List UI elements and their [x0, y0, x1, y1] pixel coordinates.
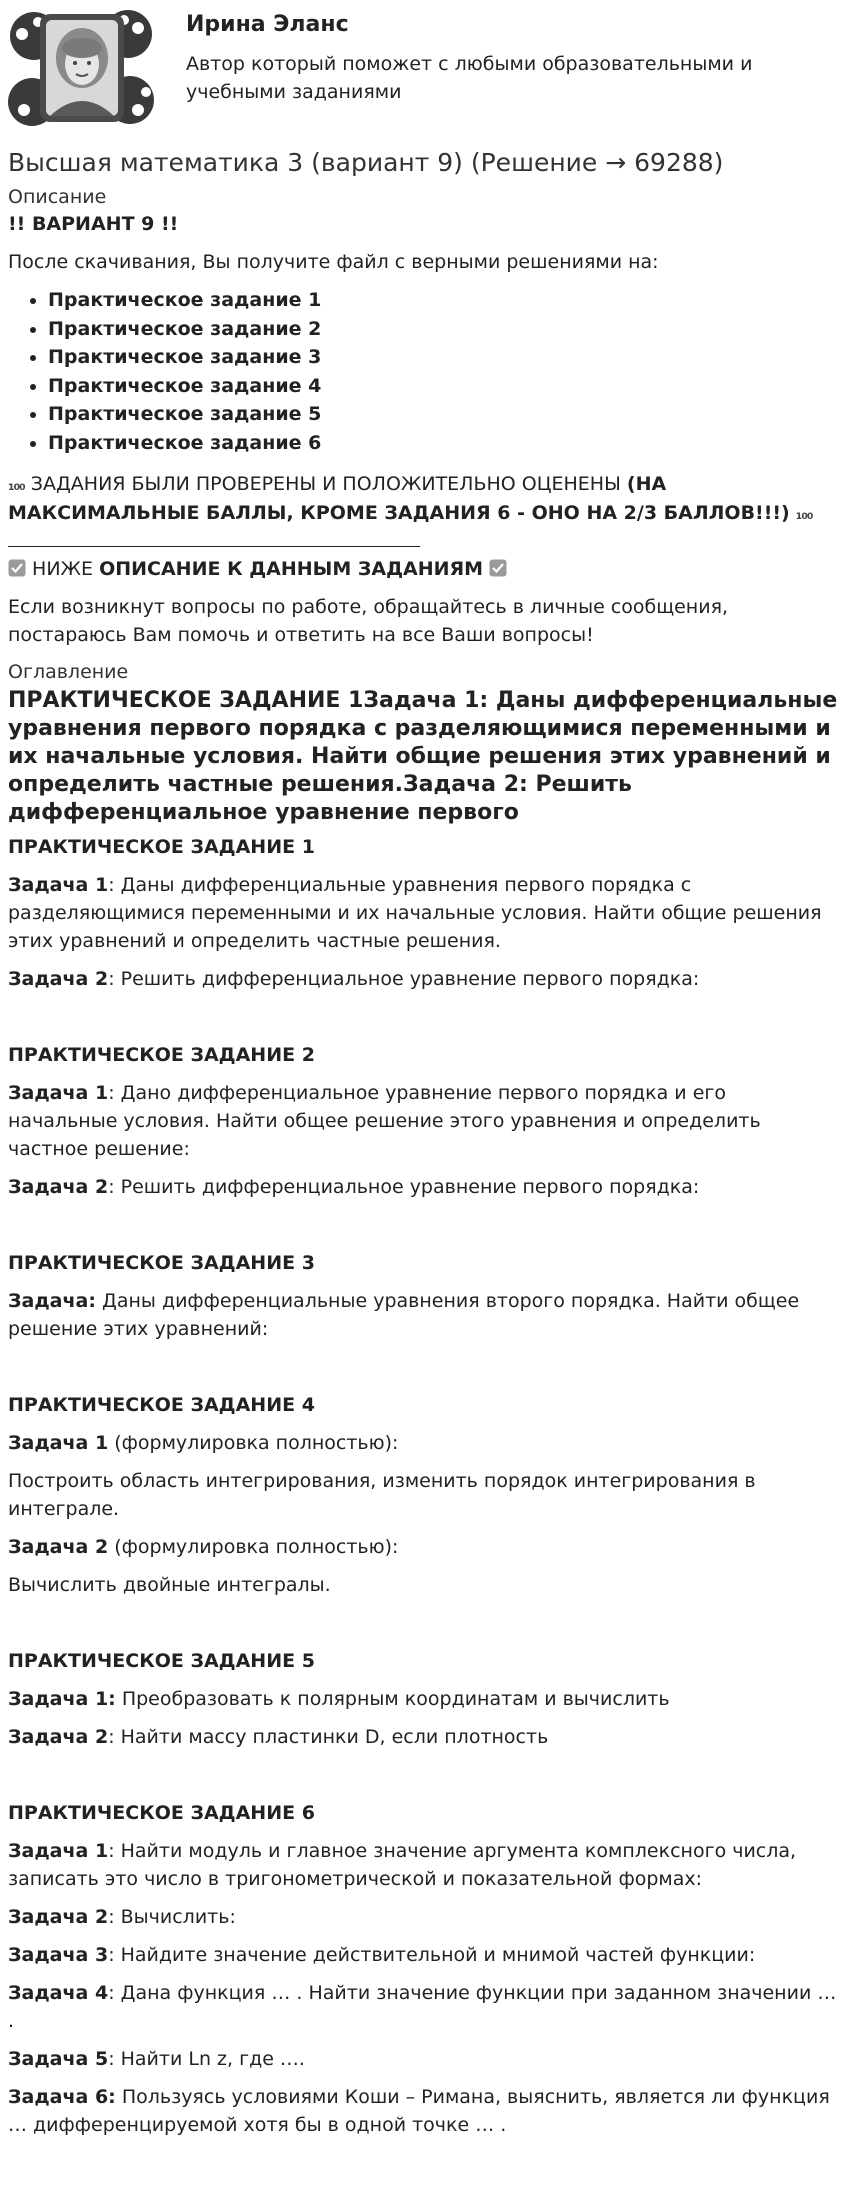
task-text: : Дана функция … . Найти значение функции при заданном значении … . — [8, 1981, 837, 2032]
toc-title[interactable]: ПРАКТИЧЕСКОЕ ЗАДАНИЕ 1Задача 1: Даны дифференциальные уравнения первого порядка с разделяющимися переменными и их начальные условия. Найти общие решения этих уравнений и определить частные решения.Задача 2: Решить дифференциальное уравнение первого — [8, 687, 838, 825]
task-label: Задача 1 — [8, 1839, 109, 1862]
task-text: Даны дифференциальные уравнения второго порядка. Найти общее решение этих уравнений: — [8, 1289, 800, 1340]
task-paragraph — [8, 2083, 840, 2139]
section-title: ПРАКТИЧЕСКОЕ ЗАДАНИЕ 4 — [8, 1393, 315, 1416]
section-title: ПРАКТИЧЕСКОЕ ЗАДАНИЕ 3 — [8, 1251, 315, 1274]
task-paragraph — [8, 1903, 840, 1931]
list-item: • Практическое задание 1 — [48, 286, 840, 315]
task-paragraph — [8, 1533, 840, 1561]
task-paragraph — [8, 1571, 840, 1599]
task-label: Задача 2 — [8, 1535, 109, 1558]
spacer — [8, 1761, 840, 1799]
task-text: : Дано дифференциальное уравнение первого порядка и его начальные условия. Найти общее решение этого уравнения и определить частное решение: — [8, 1081, 761, 1160]
list-item: • Практическое задание 2 — [48, 315, 840, 344]
task-label: Задача 5 — [8, 2047, 109, 2070]
spacer — [8, 1211, 840, 1249]
checked-note-text: ЗАДАНИЯ БЫЛИ ПРОВЕРЕНЫ И ПОЛОЖИТЕЛЬНО ОЦЕНЕНЫ — [30, 472, 621, 495]
list-item: • Практическое задание 4 — [48, 372, 840, 401]
task-paragraph — [8, 1079, 840, 1163]
task-text: : Найти модуль и главное значение аргумента комплексного числа, записать это число в тригонометрической и показательной формах: — [8, 1839, 797, 1890]
author-name[interactable]: Ирина Эланс — [186, 12, 349, 37]
checked-note — [8, 470, 840, 528]
task-label: Задача 1: — [8, 1687, 116, 1710]
task-text: : Найти Ln z, где …. — [108, 2047, 305, 2070]
task-label: Задача: — [8, 1289, 96, 1312]
questions-note: Если возникнут вопросы по работе, обращайтесь в личные сообщения, постараюсь Вам помочь и ответить на все Ваши вопросы! — [8, 595, 729, 646]
section — [8, 1249, 840, 1343]
task-text: (формулировка полностью): — [108, 1535, 399, 1558]
task-label: Задача 1 — [8, 1081, 109, 1104]
task-paragraph — [8, 1467, 840, 1523]
section — [8, 1799, 840, 2139]
task-paragraph — [8, 871, 840, 955]
task-paragraph — [8, 1723, 840, 1751]
task-paragraph — [8, 1941, 840, 1969]
check-box-icon — [489, 559, 507, 577]
spacer — [8, 1003, 840, 1041]
product-content — [8, 146, 840, 2149]
task-text: : Решить дифференциальное уравнение первого порядка: — [108, 967, 700, 990]
section — [8, 833, 840, 993]
task-text: : Найти массу пластинки D, если плотность — [108, 1725, 549, 1748]
description-label: Описание — [8, 186, 107, 208]
task-label: Задача 2 — [8, 967, 109, 990]
task-paragraph — [8, 1429, 840, 1457]
section-title: ПРАКТИЧЕСКОЕ ЗАДАНИЕ 2 — [8, 1043, 315, 1066]
check-box-icon — [8, 559, 26, 577]
list-item: • Практическое задание 5 — [48, 400, 840, 429]
below-note — [8, 555, 840, 583]
task-text: Преобразовать к полярным координатам и вычислить — [115, 1687, 670, 1710]
variant-line: !! ВАРИАНТ 9 !! — [8, 213, 179, 235]
section-title: ПРАКТИЧЕСКОЕ ЗАДАНИЕ 6 — [8, 1801, 315, 1824]
spacer — [8, 1609, 840, 1647]
task-text: : Вычислить: — [108, 1905, 236, 1928]
spacer — [8, 1353, 840, 1391]
toc-label: Оглавление — [8, 660, 129, 683]
task-paragraph — [8, 1837, 840, 1893]
author-avatar[interactable] — [6, 6, 156, 130]
divider — [8, 546, 420, 547]
task-label: Задача 6: — [8, 2085, 116, 2108]
task-label: Задача 2 — [8, 1725, 109, 1748]
task-text: Пользуясь условиями Коши – Римана, выяснить, является ли функция … дифференцируемой хотя бы в одной точке … . — [8, 2085, 830, 2136]
task-label: Задача 2 — [8, 1905, 109, 1928]
section — [8, 1041, 840, 1201]
list-item: • Практическое задание 3 — [48, 343, 840, 372]
page-title: Высшая математика 3 (вариант 9) (Решение → 69288) — [8, 148, 724, 177]
below-note-bold: ОПИСАНИЕ К ДАННЫМ ЗАДАНИЯМ — [99, 557, 484, 580]
task-text: : Найдите значение действительной и мнимой частей функции: — [108, 1943, 756, 1966]
task-paragraph — [8, 965, 840, 993]
section — [8, 1647, 840, 1751]
task-list — [8, 286, 840, 458]
author-card — [6, 4, 841, 134]
task-text: Вычислить двойные интегралы. — [8, 1573, 331, 1596]
task-text: Построить область интегрирования, изменить порядок интегрирования в интеграле. — [8, 1469, 756, 1520]
task-label: Задача 2 — [8, 1175, 109, 1198]
hundred-points-icon: ₁₀₀ — [795, 504, 813, 523]
task-label: Задача 4 — [8, 1981, 109, 2004]
task-label: Задача 1 — [8, 873, 109, 896]
task-text: : Даны дифференциальные уравнения первого порядка с разделяющимися переменными и их начальные условия. Найти общие решения этих уравнений и определить частные решения. — [8, 873, 822, 952]
task-paragraph — [8, 1287, 840, 1343]
hundred-points-icon: ₁₀₀ — [8, 475, 25, 494]
task-paragraph — [8, 1685, 840, 1713]
task-paragraph — [8, 1979, 840, 2035]
task-paragraph — [8, 1173, 840, 1201]
section-title: ПРАКТИЧЕСКОЕ ЗАДАНИЕ 1 — [8, 835, 315, 858]
task-paragraph — [8, 2045, 840, 2073]
section — [8, 1391, 840, 1599]
task-label: Задача 1 — [8, 1431, 109, 1454]
task-label: Задача 3 — [8, 1943, 109, 1966]
list-item: • Практическое задание 6 — [48, 429, 840, 458]
section-title: ПРАКТИЧЕСКОЕ ЗАДАНИЕ 5 — [8, 1649, 315, 1672]
download-intro: После скачивания, Вы получите файл с верными решениями на: — [8, 251, 659, 273]
checked-note-bold: (НА МАКСИМАЛЬНЫЕ БАЛЛЫ, КРОМЕ ЗАДАНИЯ 6 - ОНО НА 2/3 БАЛЛОВ!!!) — [8, 472, 790, 524]
task-text: : Решить дифференциальное уравнение первого порядка: — [108, 1175, 700, 1198]
task-text: (формулировка полностью): — [108, 1431, 399, 1454]
author-description: Автор который поможет с любыми образовательными и учебными заданиями — [186, 53, 753, 103]
below-note-text: НИЖЕ — [32, 557, 94, 580]
